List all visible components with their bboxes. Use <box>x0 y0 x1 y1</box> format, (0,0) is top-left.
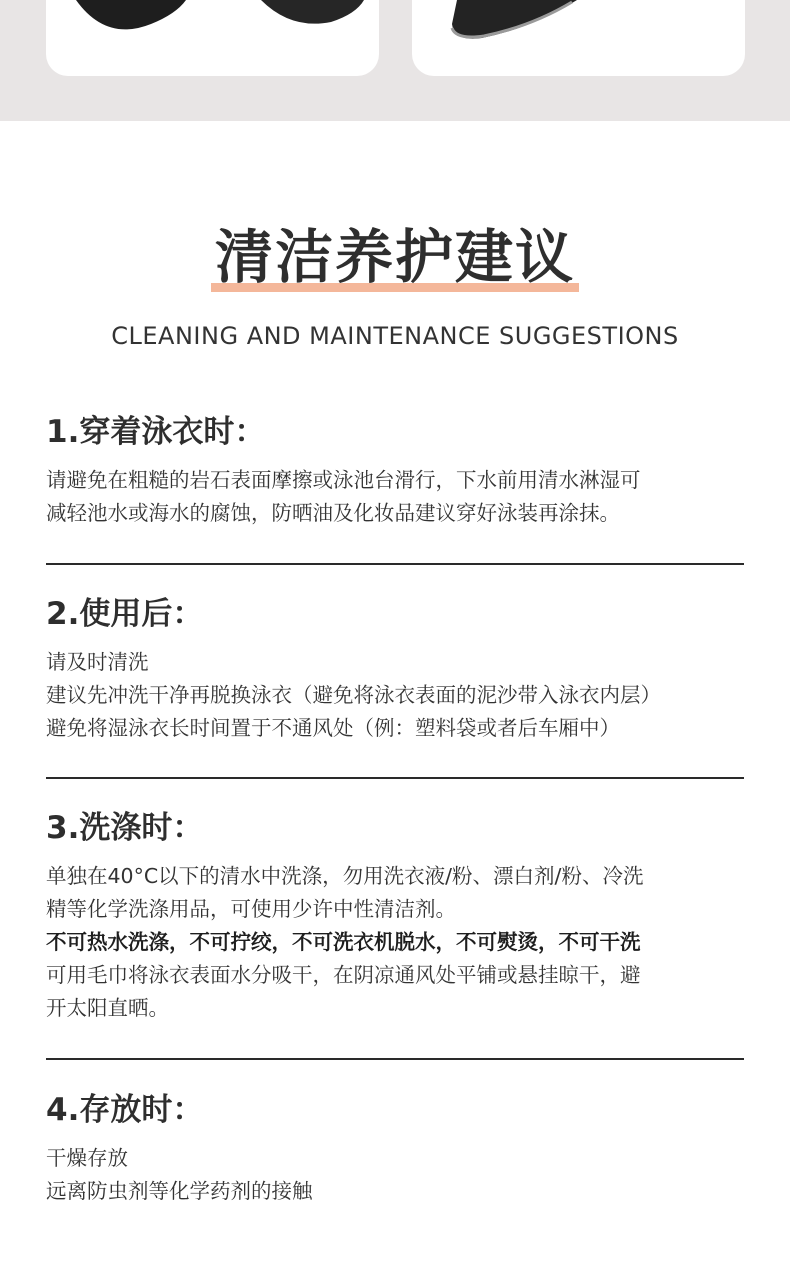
product-photo-card <box>46 0 379 76</box>
product-photo-card <box>412 0 745 76</box>
section-after-use <box>46 594 756 745</box>
section-line: 请避免在粗糙的岩石表面摩擦或泳池台滑行，下水前用清水淋湿可 <box>46 468 641 492</box>
section-storage <box>46 1090 756 1208</box>
page-title-text: 清洁养护建议 <box>214 223 575 291</box>
section-body <box>46 646 756 745</box>
section-heading: 2.使用后： <box>46 596 204 632</box>
page-title <box>211 218 579 296</box>
section-heading: 1.穿着泳衣时： <box>46 414 266 450</box>
section-line: 可用毛巾将泳衣表面水分吸干，在阴凉通风处平铺或悬挂晾干，避 <box>46 963 641 987</box>
section-line: 精等化学洗涤用品，可使用少许中性清洁剂。 <box>46 897 456 921</box>
section-heading: 4.存放时： <box>46 1092 204 1128</box>
section-line: 建议先冲洗干净再脱换泳衣（避免将泳衣表面的泥沙带入泳衣内层） <box>46 683 661 707</box>
section-heading: 3.洗涤时： <box>46 810 204 846</box>
title-block <box>0 218 790 296</box>
section-line: 开太阳直晒。 <box>46 996 169 1020</box>
section-divider <box>46 777 744 779</box>
section-line: 避免将湿泳衣长时间置于不通风处（例：塑料袋或者后车厢中） <box>46 716 620 740</box>
section-line: 单独在40°C以下的清水中洗涤，勿用洗衣液/粉、漂白剂/粉、冷洗 <box>46 864 644 888</box>
section-line: 减轻池水或海水的腐蚀，防晒油及化妆品建议穿好泳装再涂抹。 <box>46 501 620 525</box>
section-wearing <box>46 412 756 530</box>
product-photo <box>412 0 745 76</box>
section-body <box>46 1142 756 1208</box>
warning-line: 不可热水洗涤，不可拧绞，不可洗衣机脱水，不可熨烫，不可干洗 <box>46 930 641 954</box>
section-body <box>46 860 756 1025</box>
section-washing <box>46 808 756 1025</box>
section-line: 请及时清洗 <box>46 650 149 674</box>
section-divider <box>46 563 744 565</box>
section-line: 干燥存放 <box>46 1146 128 1170</box>
section-divider <box>46 1058 744 1060</box>
page-subtitle: CLEANING AND MAINTENANCE SUGGESTIONS <box>111 322 679 350</box>
section-line: 远离防虫剂等化学药剂的接触 <box>46 1179 313 1203</box>
section-body <box>46 464 756 530</box>
product-photo-band <box>0 0 790 121</box>
product-photo <box>46 0 379 76</box>
